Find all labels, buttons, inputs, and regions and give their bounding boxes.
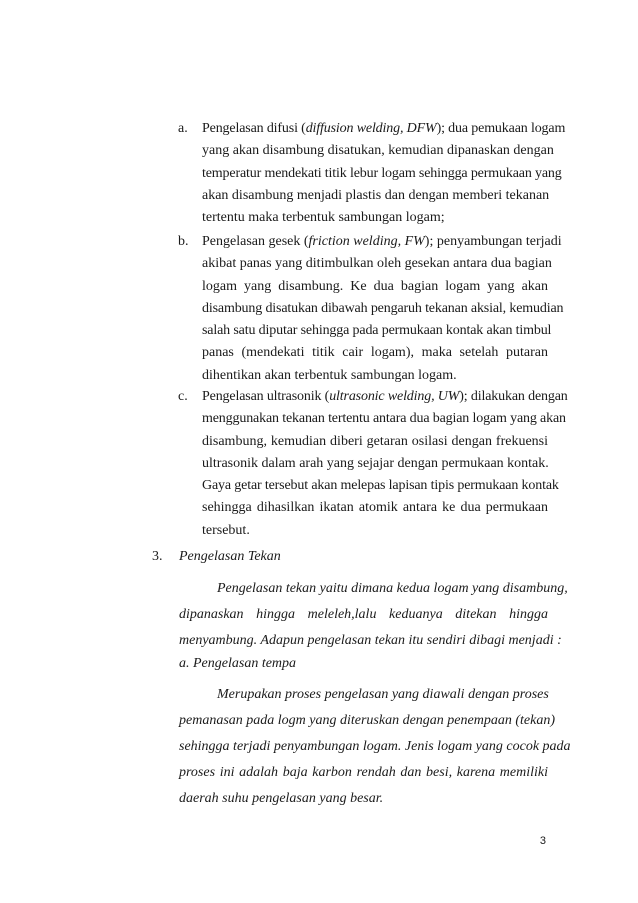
list-marker: b.	[178, 234, 189, 249]
text-line: yang akan disambung disatukan, kemudian dipanaskan dengan	[202, 143, 554, 159]
list-item-text	[202, 231, 564, 387]
text-line: akibat panas yang ditimbulkan oleh gesekan antara dua bagian	[202, 256, 552, 272]
text-line: disambung, kemudian diberi getaran osilasi dengan frekuensi	[202, 433, 548, 449]
text-line: dipanaskan hingga meleleh,lalu keduanya ditekan hingga	[179, 607, 548, 622]
text-line: akan disambung menjadi plastis dan dengan memberi tekanan	[202, 187, 550, 203]
text-line: Pengelasan tekan yaitu dimana kedua logam yang disambung,	[217, 581, 568, 596]
text-line: sehingga dihasilkan ikatan atomik antara ke dua permukaan	[202, 500, 548, 516]
text-line: disambung disatukan dibawah pengaruh tekanan aksial, kemudian	[202, 300, 564, 316]
list-item	[178, 118, 566, 229]
text-line: sehingga terjadi penyambungan logam. Jenis logam yang cocok pada	[179, 739, 571, 754]
text-line: pemanasan pada logm yang diteruskan dengan penempaan (tekan)	[179, 713, 555, 728]
text-line: temperatur mendekati titik lebur logam sehingga permukaan yang	[202, 165, 562, 181]
list-item	[178, 386, 568, 542]
text-line: menyambung. Adapun pengelasan tekan itu sendiri dibagi menjadi :	[179, 633, 562, 648]
text-line: tersebut.	[202, 522, 250, 538]
page-number: 3	[539, 835, 546, 847]
section-paragraph	[179, 576, 568, 654]
text-line: Merupakan proses pengelasan yang diawali dengan proses	[217, 687, 549, 702]
text-line: tertentu maka terbentuk sambungan logam;	[202, 210, 445, 226]
list-item	[178, 231, 564, 387]
text-line: logam yang disambung. Ke dua bagian logam yang akan	[202, 278, 548, 294]
subsection-paragraph	[179, 682, 571, 812]
subsection-heading: a. Pengelasan tempa	[179, 656, 297, 671]
list-item-text	[202, 118, 566, 229]
text-line: daerah suhu pengelasan yang besar.	[179, 791, 384, 806]
text-line: salah satu diputar sehingga pada permukaan kontak akan timbul	[202, 323, 552, 339]
section-title: Pengelasan Tekan	[179, 549, 281, 564]
text-line: menggunakan tekanan tertentu antara dua bagian logam yang akan	[202, 411, 566, 427]
text-line: Pengelasan ultrasonik (ultrasonic welding, UW); dilakukan dengan	[202, 389, 568, 404]
text-line: dihentikan akan terbentuk sambungan logam.	[202, 367, 457, 383]
text-line: proses ini adalah baja karbon rendah dan besi, karena memiliki	[179, 765, 548, 780]
list-marker: c.	[178, 389, 188, 404]
list-item-text	[202, 386, 568, 542]
text-line: Gaya getar tersebut akan melepas lapisan tipis permukaan kontak	[202, 478, 559, 494]
section-number: 3.	[152, 549, 163, 564]
text-line: Pengelasan difusi (diffusion welding, DFW); dua pemukaan logam	[202, 121, 566, 136]
text-line: panas (mendekati titik cair logam), maka setelah putaran	[202, 345, 548, 361]
text-line: Pengelasan gesek (friction welding, FW); penyambungan terjadi	[202, 234, 562, 249]
text-line: ultrasonik dalam arah yang sejajar dengan permukaan kontak.	[202, 455, 549, 471]
list-marker: a.	[178, 121, 188, 136]
